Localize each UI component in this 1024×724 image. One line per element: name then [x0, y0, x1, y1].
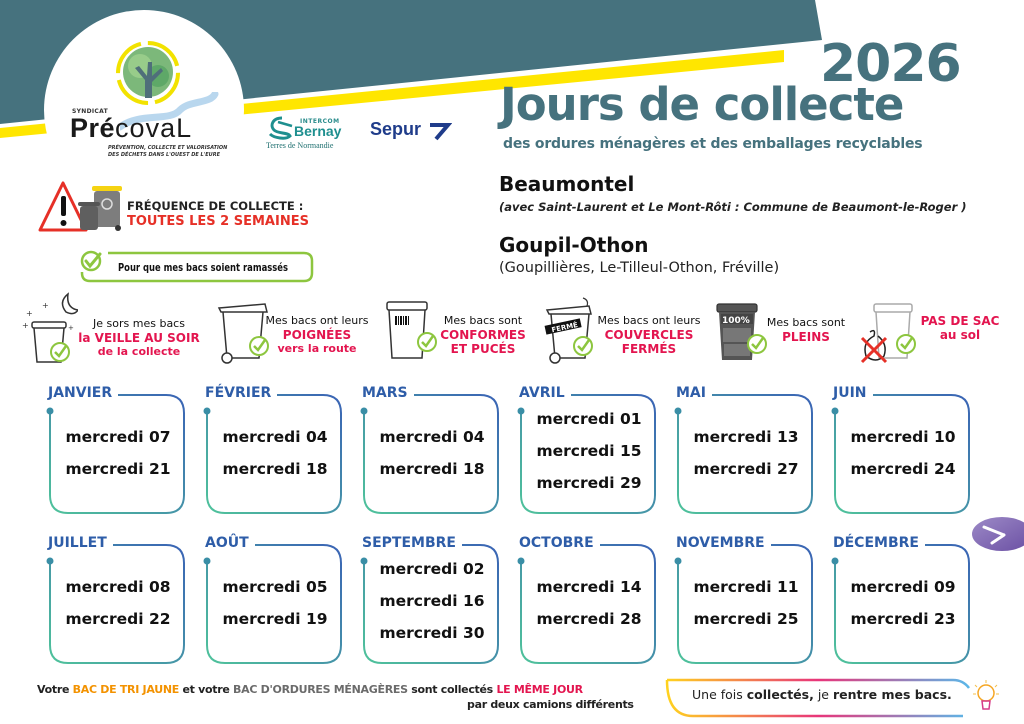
- month-label: DÉCEMBRE: [833, 535, 925, 551]
- rule-item: PAS DE SAC au sol: [860, 292, 1010, 368]
- month-card: [48, 535, 188, 663]
- intercom-bernay-logo: INTERCOM Bernay Terres de Normandie: [266, 118, 342, 150]
- svg-text:FERMÉ: FERMÉ: [550, 320, 579, 335]
- sepur-logo: Sepur: [370, 119, 421, 140]
- collection-date: mercredi 16: [379, 592, 485, 610]
- next-page-button[interactable]: [972, 517, 1024, 551]
- month-label: FÉVRIER: [205, 385, 277, 401]
- collection-date: mercredi 25: [693, 610, 799, 628]
- return-bins-note: Une fois collectés, je rentre mes bacs.: [692, 687, 952, 702]
- month-label: MAI: [676, 385, 712, 401]
- month-card: [205, 535, 345, 663]
- collection-date: mercredi 24: [850, 460, 956, 478]
- lightbulb-icon: [972, 679, 1000, 715]
- svg-text:+: +: [22, 321, 29, 330]
- svg-text:+: +: [42, 301, 49, 310]
- svg-text:100%: 100%: [722, 316, 750, 326]
- svg-text:+: +: [68, 324, 74, 332]
- collection-date: mercredi 29: [536, 474, 642, 492]
- month-card: [362, 385, 502, 513]
- collection-date: mercredi 11: [693, 578, 799, 596]
- rule-item: Mes bacs ont leurs POIGNÉES vers la route: [215, 292, 375, 368]
- month-card: [362, 535, 502, 663]
- collection-date: mercredi 13: [693, 428, 799, 446]
- collection-date: mercredi 27: [693, 460, 799, 478]
- commune-name: Goupil-Othon: [499, 233, 649, 257]
- month-card: [676, 535, 816, 663]
- collection-date: mercredi 28: [536, 610, 642, 628]
- month-card: [676, 385, 816, 513]
- collection-date: mercredi 22: [65, 610, 171, 628]
- commune-detail: (Goupillières, Le-Tilleul-Othon, Fréville): [499, 260, 780, 276]
- page-subtitle: des ordures ménagères et des emballages recyclables: [503, 136, 923, 152]
- logo-syndicat: SYNDICAT: [72, 108, 108, 115]
- collection-date: mercredi 30: [379, 624, 485, 642]
- frequency-label: FRÉQUENCE DE COLLECTE :: [127, 199, 304, 213]
- commune-name: Beaumontel: [499, 172, 635, 196]
- rule-item: Mes bacs sont CONFORMES ET PUCÉS: [383, 292, 533, 368]
- month-label: JUIN: [833, 385, 873, 401]
- collection-date: mercredi 04: [222, 428, 328, 446]
- collection-date: mercredi 21: [65, 460, 171, 478]
- collection-date: mercredi 09: [850, 578, 956, 596]
- year: 2026: [820, 34, 961, 94]
- month-card: [48, 385, 188, 513]
- rule-item: FERMÉ Mes bacs ont leurs COUVERCLES FERMÉS: [543, 292, 708, 368]
- month-card: [833, 385, 973, 513]
- month-label: AOÛT: [205, 535, 255, 551]
- warning-bins-icon: [38, 180, 128, 235]
- intercom-bernay-icon: [268, 116, 296, 140]
- month-card: [519, 535, 659, 663]
- bin-barcode-icon: [383, 298, 439, 364]
- logo-precoval: PrécovaL: [70, 113, 193, 143]
- frequency-value: TOUTES LES 2 SEMAINES: [127, 214, 309, 229]
- collection-date: mercredi 07: [65, 428, 171, 446]
- collection-date: mercredi 08: [65, 578, 171, 596]
- footer-note: Votre BAC DE TRI JAUNE et votre BAC D'ORDURES MÉNAGÈRES sont collectés LE MÊME JOUR: [37, 683, 583, 696]
- collection-date: mercredi 19: [222, 610, 328, 628]
- rules-heading: Pour que mes bacs soient ramassés: [118, 261, 288, 274]
- rule-item: + + + + Je sors mes bacs la VEILLE AU SOIR de la collecte: [18, 292, 208, 368]
- page-title: Jours de collecte: [500, 78, 904, 131]
- month-label: JUILLET: [48, 535, 113, 551]
- month-label: OCTOBRE: [519, 535, 600, 551]
- collection-date: mercredi 18: [222, 460, 328, 478]
- sepur-swoosh-icon: [428, 121, 452, 141]
- collection-date: mercredi 01: [536, 410, 642, 428]
- bin-night-icon: [18, 292, 78, 366]
- month-label: JANVIER: [48, 385, 118, 401]
- rule-item: 100% Mes bacs sont PLEINS: [715, 292, 855, 368]
- svg-text:+: +: [26, 309, 33, 318]
- commune-detail: (avec Saint-Laurent et Le Mont-Rôti : Commune de Beaumont-le-Roger ): [499, 200, 967, 214]
- collection-date: mercredi 18: [379, 460, 485, 478]
- collection-date: mercredi 14: [536, 578, 642, 596]
- collection-date: mercredi 04: [379, 428, 485, 446]
- month-card: [205, 385, 345, 513]
- collection-date: mercredi 02: [379, 560, 485, 578]
- month-label: MARS: [362, 385, 414, 401]
- footer-note-line2: par deux camions différents: [467, 698, 634, 711]
- collection-date: mercredi 15: [536, 442, 642, 460]
- month-card: [833, 535, 973, 663]
- month-label: SEPTEMBRE: [362, 535, 462, 551]
- collection-date: mercredi 10: [850, 428, 956, 446]
- logo-tagline: PRÉVENTION, COLLECTE ET VALORISATION DES DÉCHETS DANS L'OUEST DE L'EURE: [108, 145, 228, 158]
- collection-date: mercredi 23: [850, 610, 956, 628]
- month-label: AVRIL: [519, 385, 571, 401]
- month-label: NOVEMBRE: [676, 535, 771, 551]
- month-card: [519, 385, 659, 513]
- collection-date: mercredi 05: [222, 578, 328, 596]
